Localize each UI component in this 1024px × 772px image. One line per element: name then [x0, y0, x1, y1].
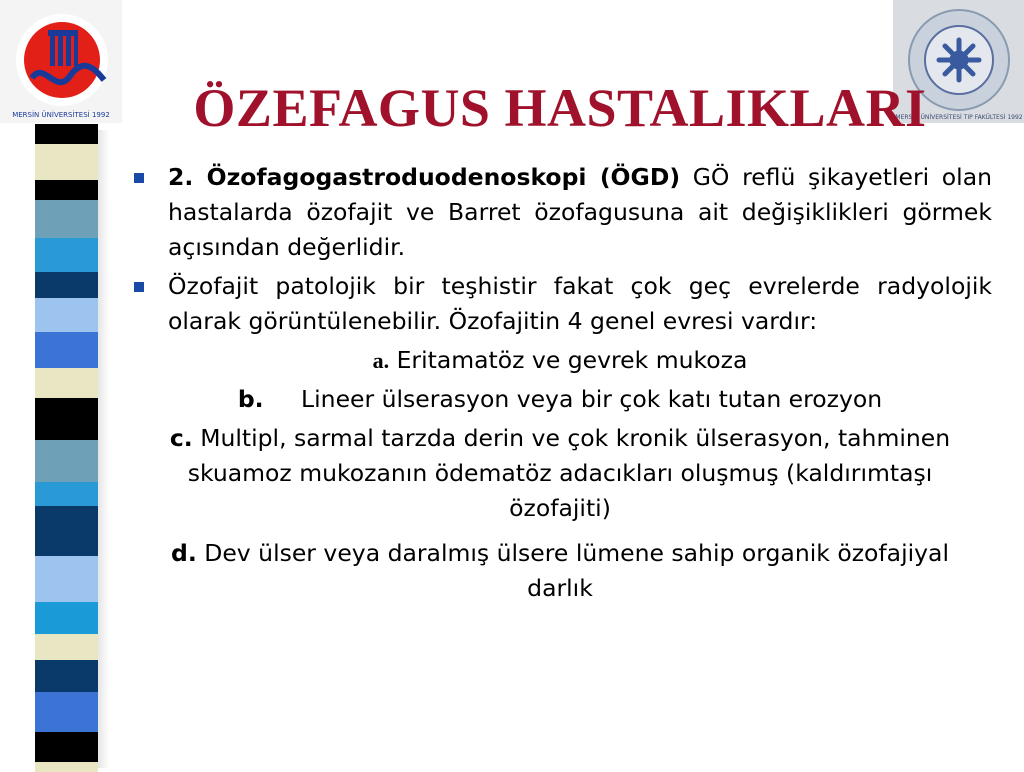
slide-title: ÖZEFAGUS HASTALIKLARI: [193, 78, 927, 138]
stripe-shadow: [98, 130, 110, 768]
slide-content: [128, 160, 992, 606]
stage-text: Lineer ülserasyon veya bir çok katı tutan erozyon: [301, 385, 883, 413]
stage-b: [128, 382, 992, 417]
decorative-stripe-bar: [35, 124, 98, 768]
stage-d: [128, 536, 992, 606]
bullet-item: [128, 269, 992, 339]
stage-a: [128, 343, 992, 378]
university-logo-icon: [0, 0, 122, 123]
left-logo-text: MERSİN ÜNİVERSİTESİ 1992: [12, 111, 110, 119]
bullet-text: GÖ reflü şikayetleri olan hastalarda özofajit ve Barret özofagusuna ait değişiklikleri görmek açısından değerlidir.: [168, 163, 993, 261]
stage-c: [128, 421, 992, 526]
bullet-square-icon: [134, 282, 144, 292]
stage-label: b.: [237, 385, 264, 413]
stage-label: a.: [372, 348, 390, 373]
bullet-lead: 2. Özofagogastroduodenoskopi (ÖGD): [168, 163, 681, 191]
stage-text: Dev ülser veya daralmış ülsere lümene sahip organik özofajiyal darlık: [204, 539, 949, 602]
bullet-square-icon: [134, 173, 144, 183]
stage-text: Multipl, sarmal tarzda derin ve çok kronik ülserasyon, tahminen skuamoz mukozanın ödematöz adacıkları oluşmuş (kaldırımtaşı özofajiti): [187, 424, 951, 522]
stage-label: d.: [171, 539, 197, 567]
right-logo-text: MERSİN ÜNİVERSİTESİ TIP FAKÜLTESİ 1992: [895, 114, 1023, 121]
bullet-item: [128, 160, 992, 265]
bullet-text: Özofajit patolojik bir teşhistir fakat çok geç evrelerde radyolojik olarak görüntülenebilir. Özofajitin 4 genel evresi vardır:: [168, 272, 992, 335]
stage-label: c.: [169, 424, 193, 452]
stage-text: Eritamatöz ve gevrek mukoza: [396, 346, 748, 374]
